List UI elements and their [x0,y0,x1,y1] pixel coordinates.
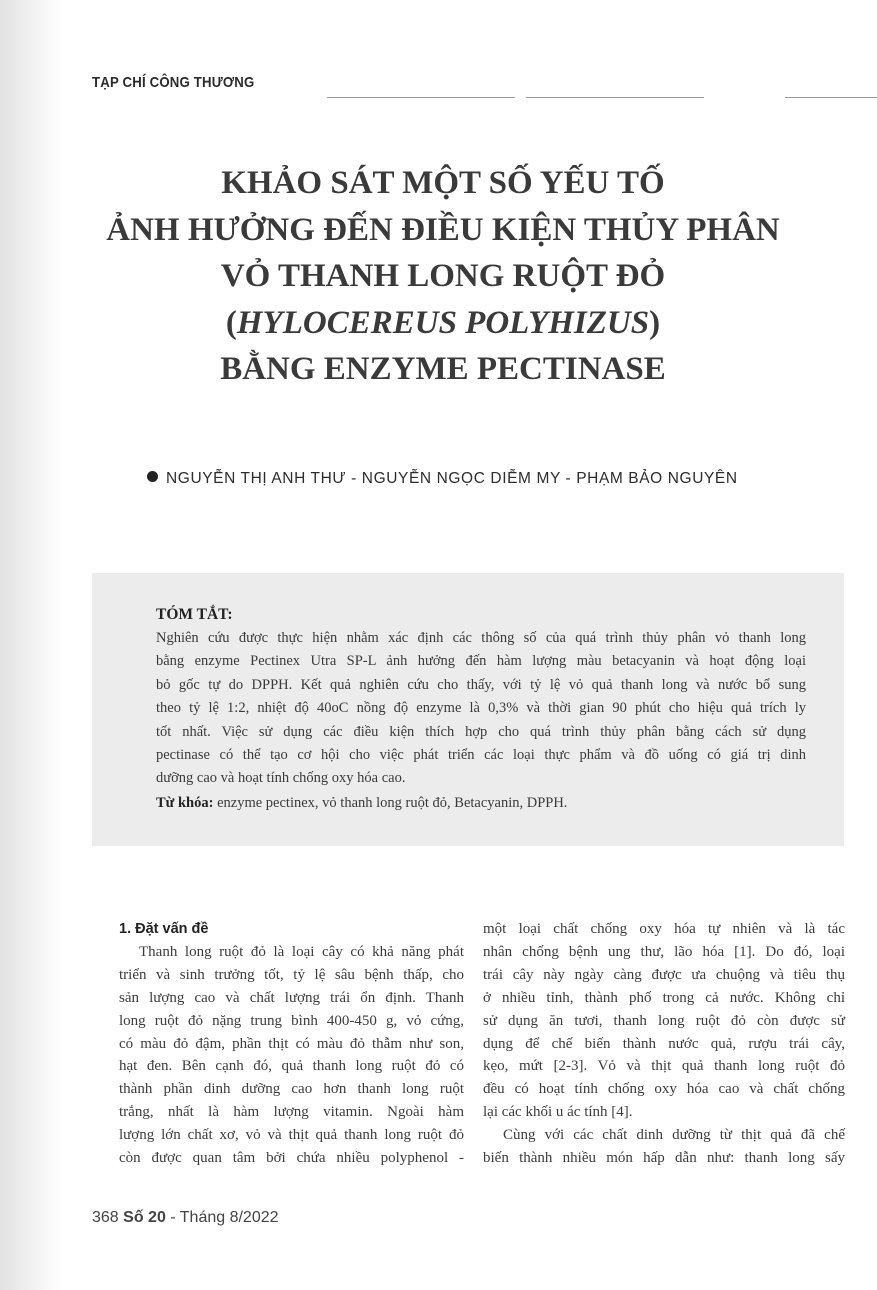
keywords [156,795,567,812]
title-paren-open: ( [225,304,237,341]
body-line: nhân chống bệnh ung thư, lão hóa [1]. Do đó, loại [483,943,845,960]
title-paren-close: ) [649,304,661,341]
header-rule [526,97,704,98]
abstract-line: theo tỷ lệ 1:2, nhiệt độ 40oC nồng độ enzyme là 0,3% và thời gian 90 phút cho hiệu quả trích ly [156,700,806,717]
body-line: sử dụng ăn tươi, thanh long ruột đỏ còn được sử [483,1012,845,1029]
abstract-line: bỏ gốc tự do DPPH. Kết quả nghiên cứu cho thấy, với tỷ lệ vỏ quả thanh long và nước bổ sung [156,676,806,693]
body-line: Cùng với các chất dinh dưỡng từ thịt quả đã chế [503,1127,845,1144]
body-line: còn được quan tâm bởi chứa nhiều polyphenol - [119,1150,464,1167]
body-line: dụng để chế biến thành nước quả, rượu trái cây, [483,1035,845,1052]
body-line: trái cây này ngày càng được ưa chuộng và tiêu thụ [483,966,845,983]
body-line: lại các khối u ác tính [4]. [483,1104,633,1121]
issue-number: Số 20 [123,1209,166,1226]
abstract-line: pectinase có thể tạo cơ hội cho việc phát triển các loại thực phẩm và đồ uống có giá trị dinh [156,747,806,764]
body-line: trắng, nhất là hàm lượng vitamin. Ngoài hàm [119,1104,464,1121]
author-names: NGUYỄN THỊ ANH THƯ - NGUYỄN NGỌC DIỄM MY - PHẠM BẢO NGUYÊN [166,470,738,487]
abstract-line: Nghiên cứu được thực hiện nhằm xác định các thông số của quá trình thủy phân vỏ thanh long [156,630,806,646]
body-line: đều có hoạt tính chống oxy hóa cao và chất chống [483,1081,845,1098]
page-edge-shadow [0,0,62,1290]
page-number: 368 [92,1209,119,1226]
body-line: lượng lớn chất xơ, vỏ và thịt quả thanh long ruột đỏ [119,1127,464,1144]
body-line: ở nhiều tỉnh, thành phố trong cả nước. Không chỉ [483,989,845,1006]
body-line: sản lượng cao và chất lượng trái ổn định. Thanh [119,989,464,1006]
body-line: long ruột đỏ nặng trung bình 400-450 g, vỏ cứng, [119,1012,464,1029]
author-list [147,470,738,488]
issue-date: - Tháng 8/2022 [165,1209,279,1226]
bullet-icon [147,471,158,482]
title-line-scientific-name [90,300,796,347]
body-line: có màu đỏ đậm, phần thịt có màu đỏ thẫm như son, [119,1035,464,1052]
abstract-text [156,627,806,791]
header-rule [785,97,877,98]
body-line: hạt đen. Bên cạnh đó, quả thanh long ruột đỏ có [119,1058,464,1075]
keywords-text: enzyme pectinex, vỏ thanh long ruột đỏ, Betacyanin, DPPH. [213,795,568,811]
page-footer [92,1209,279,1227]
body-column-left [119,918,464,1170]
body-line: biến thành nhiều món hấp dẫn như: thanh long sấy [483,1150,845,1167]
section-heading: 1. Đặt vấn đề [119,921,209,937]
header-rule [327,97,515,98]
body-line: Thanh long ruột đỏ là loại cây có khả năng phát [139,943,464,960]
title-line: KHẢO SÁT MỘT SỐ YẾU TỐ [221,165,665,201]
title-line: VỎ THANH LONG RUỘT ĐỎ [220,258,666,294]
body-line: thành phần dinh dưỡng cao hơn thanh long ruột [119,1081,464,1098]
scientific-name: HYLOCEREUS POLYHIZUS [236,304,650,341]
journal-name: TẠP CHÍ CÔNG THƯƠNG [92,74,255,91]
abstract-line: bằng enzyme Pectinex Utra SP-L ảnh hưởng đến hàm lượng màu betacyanin và hoạt động loại [156,653,806,670]
keywords-label: Từ khóa: [156,795,214,811]
abstract-heading: TÓM TẮT: [156,606,233,623]
article-title [90,160,796,393]
abstract-line: tốt nhất. Việc sử dụng các điều kiện thích hợp cho quá trình thủy phân bằng cách sử dụng [156,723,806,740]
body-column-right [483,918,845,1170]
body-line: một loại chất chống oxy hóa tự nhiên và là tác [483,921,845,937]
body-line: kẹo, mứt [2-3]. Vỏ và thịt quả thanh long ruột đỏ [483,1058,845,1075]
abstract-line: dưỡng cao và hoạt tính chống oxy hóa cao. [156,770,406,787]
title-line: ẢNH HƯỞNG ĐẾN ĐIỀU KIỆN THỦY PHÂN [106,211,780,248]
body-line: triển và sinh trưởng tốt, tỷ lệ sâu bệnh thấp, cho [119,966,464,983]
title-line: BẰNG ENZYME PECTINASE [220,351,666,387]
